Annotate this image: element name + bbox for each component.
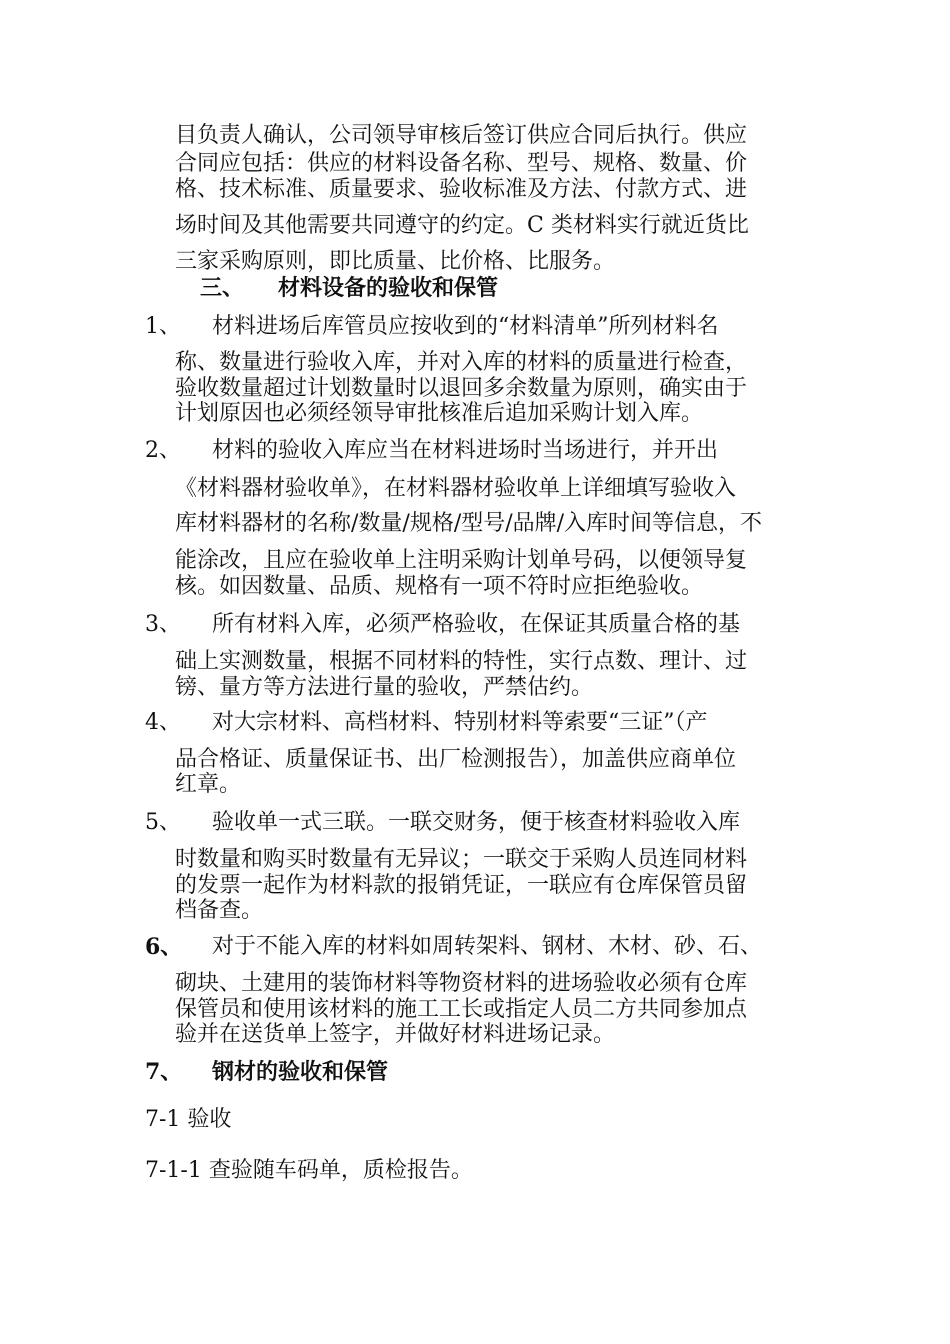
text-line: 材料进场后库管员应按收到的“材料清单”所列材料名 [212,314,719,339]
text-line: 时数量和购买时数量有无异议；一联交于采购人员连同材料 [175,847,748,872]
text-line: 三家采购原则，即比质量、比价格、比服务。 [175,249,616,274]
item-number: 5、 [145,810,181,835]
text-line: 目负责人确认，公司领导审核后签订供应合同后执行。供应 [175,123,748,148]
text-line: 合同应包括：供应的材料设备名称、型号、规格、数量、价 [175,151,748,176]
text-line: 所有材料入库，必须严格验收，在保证其质量合格的基 [212,612,741,637]
item-number: 1、 [145,314,181,339]
text-line: 础上实测数量，根据不同材料的特性，实行点数、理计、过 [175,649,748,674]
text-line: 材料的验收入库应当在材料进场时当场进行，并开出 [212,438,719,463]
item-number: 2、 [145,438,181,463]
item-heading: 钢材的验收和保管 [212,1059,389,1085]
text-line: 对于不能入库的材料如周转架料、钢材、木材、砂、石、 [212,934,763,959]
text-line: 称、数量进行验收入库，并对入库的材料的质量进行检查， [175,350,748,375]
text-line: 计划原因也必须经领导审批核准后追加采购计划入库。 [175,401,704,426]
text-line: 对大宗材料、高档材料、特别材料等索要“三证”（产 [212,710,708,735]
text-line: 档备查。 [175,898,264,923]
text-line: 品合格证、质量保证书、出厂检测报告），加盖供应商单位 [175,747,737,772]
text-line: 的发票一起作为材料款的报销凭证，一联应有仓库保管员留 [175,873,748,898]
text-line: 核。如因数量、品质、规格有一项不符时应拒绝验收。 [175,574,704,599]
subsection-line: 7-1-1 查验随车码单，质检报告。 [145,1158,473,1183]
section-number: 三、 [200,275,245,301]
subsection-heading: 7-1 验收 [145,1107,232,1132]
item-number: 3、 [145,612,181,637]
text-line: 验并在送货单上签字，并做好材料进场记录。 [175,1022,616,1047]
text-line: 验收单一式三联。一联交财务，便于核查材料验收入库 [212,810,741,835]
item-number: 6、 [145,934,183,960]
text-line: 场时间及其他需要共同遵守的约定。C 类材料实行就近货比 [175,213,749,238]
text-line: 红章。 [175,772,242,797]
text-line: 能涂改，且应在验收单上注明采购计划单号码，以便领导复 [175,548,748,573]
item-number: 7、 [145,1059,183,1085]
text-line: 砌块、土建用的装饰材料等物资材料的进场验收必须有仓库 [175,971,748,996]
text-line: 验收数量超过计划数量时以退回多余数量为原则，确实由于 [175,376,748,401]
text-line: 库材料器材的名称/数量/规格/型号/品牌/入库时间等信息，不 [175,511,763,536]
text-line: 保管员和使用该材料的施工工长或指定人员二方共同参加点 [175,997,748,1022]
text-line: 《材料器材验收单》，在材料器材验收单上详细填写验收入 [175,476,737,501]
text-line: 镑、量方等方法进行量的验收，严禁估约。 [175,675,594,700]
text-line: 格、技术标准、质量要求、验收标准及方法、付款方式、进 [175,177,748,202]
item-number: 4、 [145,710,181,735]
section-heading: 材料设备的验收和保管 [278,275,499,301]
